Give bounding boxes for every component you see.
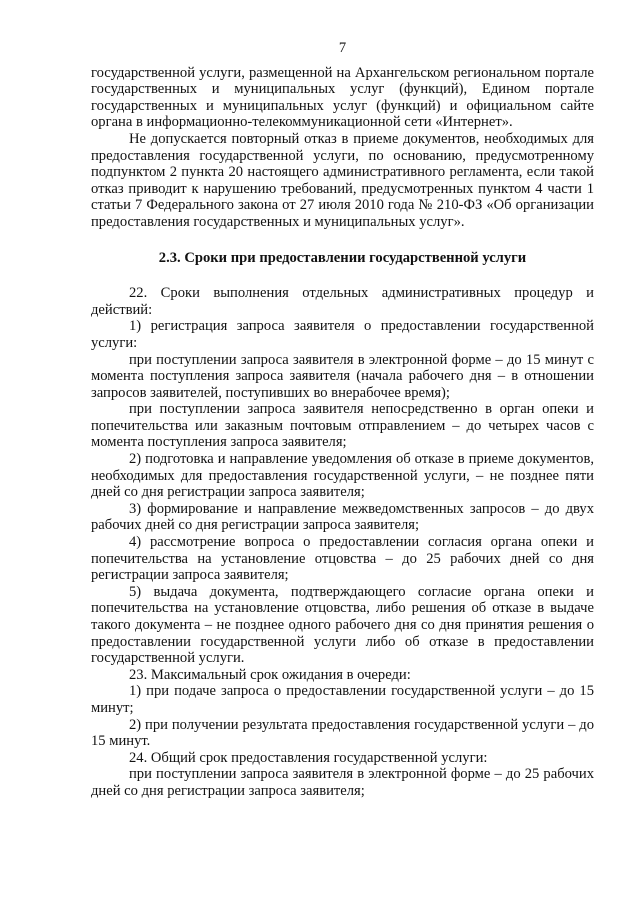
paragraph-item-24-electronic: при поступлении запроса заявителя в электронной форме – до 25 рабочих дней со дня регистрации запроса заявителя;	[91, 766, 594, 799]
paragraph-continuation: государственной услуги, размещенной на Архангельском региональном портале государственных и муниципальных услуг (функций), Едином портале государственных и муниципальных услуг (функций) и официальном сайте органа в информационно-телекоммуникационной сети «Интернет».	[91, 64, 594, 131]
paragraph-item-23: 23. Максимальный срок ожидания в очереди:	[129, 666, 411, 683]
paragraph-item-22-4: 4) рассмотрение вопроса о предоставлении согласия органа опеки и попечительства на установление отцовства – до 25 рабочих дней со дня регистрации запроса заявителя;	[91, 534, 594, 584]
page-number: 7	[338, 40, 347, 56]
paragraph-repeat-refusal: Не допускается повторный отказ в приеме документов, необходимых для предоставления государственной услуги, по основанию, предусмотренному подпунктом 2 пункта 20 настоящего административного регламента, если такой отказ приводит к нарушению требований, предусмотренных пунктом 4 части 1 статьи 7 Федерального закона от 27 июля 2010 года № 210-ФЗ «Об организации предоставления государственных и муниципальных услуг».	[91, 130, 594, 230]
paragraph-electronic-request: при поступлении запроса заявителя в электронной форме – до 15 минут с момента поступления запроса заявителя (начала рабочего дня – в отношении запросов заявителей, поступивших во внерабочее время);	[91, 351, 594, 401]
paragraph-item-22-1: 1) регистрация запроса заявителя о предоставлении государственной услуги:	[91, 318, 594, 351]
paragraph-item-22-2: 2) подготовка и направление уведомления об отказе в приеме документов, необходимых для предоставления государственной услуги, – не позднее пяти дней со дня регистрации запроса заявителя;	[91, 451, 594, 501]
paragraph-item-22: 22. Сроки выполнения отдельных административных процедур и действий:	[91, 285, 594, 318]
paragraph-item-23-2: 2) при получении результата предоставления государственной услуги – до 15 минут.	[91, 716, 594, 750]
paragraph-item-24: 24. Общий срок предоставления государственной услуги:	[129, 749, 488, 766]
document-page	[91, 40, 594, 800]
section-heading: 2.3. Сроки при предоставлении государственной услуги	[158, 249, 527, 266]
paragraph-item-22-3: 3) формирование и направление межведомственных запросов – до двух рабочих дней со дня регистрации запроса заявителя;	[91, 500, 594, 534]
paragraph-item-22-5: 5) выдача документа, подтверждающего согласие органа опеки и попечительства на установление отцовства, либо решения об отказе в выдаче такого документа – не позднее одного рабочего дня со дня принятия решения о предоставлении государственной услуги либо об отказе в предоставлении государственной услуги.	[91, 583, 594, 667]
paragraph-item-23-1: 1) при подаче запроса о предоставлении государственной услуги – до 15 минут;	[91, 683, 594, 716]
paragraph-direct-request: при поступлении запроса заявителя непосредственно в орган опеки и попечительства или заказным почтовым отправлением – до четырех часов с момента поступления запроса заявителя;	[91, 401, 594, 451]
